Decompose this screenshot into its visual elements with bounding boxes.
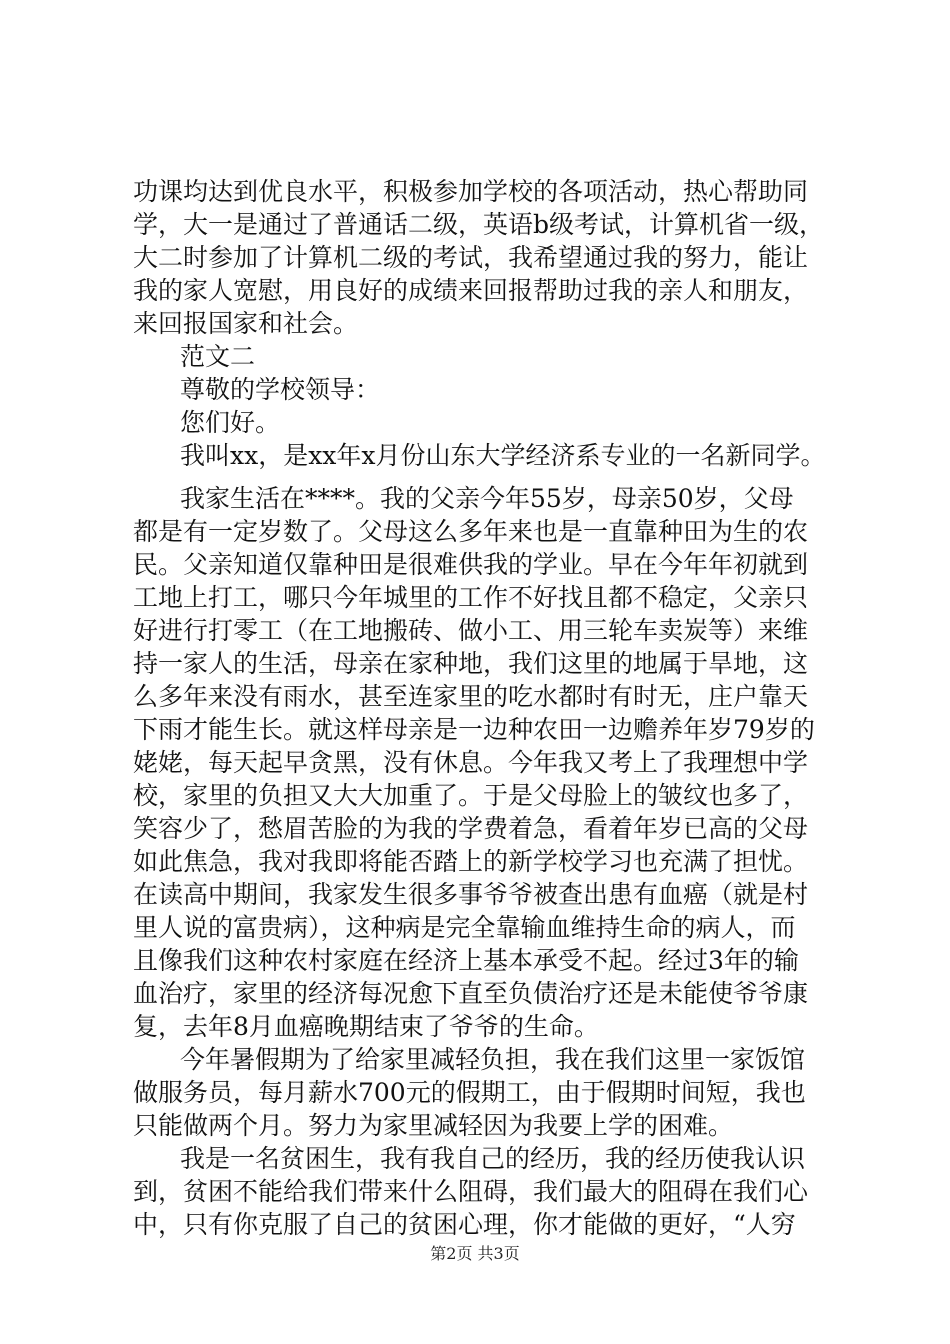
- body-line: 校，家里的负担又大大加重了。于是父母脸上的皱纹也多了，: [133, 781, 809, 810]
- body-line: 今年暑假期为了给家里减轻负担，我在我们这里一家饭馆: [180, 1045, 806, 1074]
- body-line: 且像我们这种农村家庭在经济上基本承受不起。经过3年的输: [133, 946, 799, 975]
- body-line: 么多年来没有雨水，甚至连家里的吃水都时有时无，庄户靠天: [133, 682, 809, 711]
- body-line: 好进行打零工（在工地搬砖、做小工、用三轮车卖炭等）来维: [133, 616, 809, 645]
- section-heading: 范文二: [180, 342, 256, 371]
- body-line: 只能做两个月。努力为家里减轻因为我要上学的困难。: [133, 1111, 734, 1140]
- body-line: 笑容少了，愁眉苦脸的为我的学费着急，看着年岁已高的父母: [133, 814, 809, 843]
- body-line: 我家生活在****。我的父亲今年55岁，母亲50岁，父母: [180, 484, 794, 513]
- body-line: 血治疗，家里的经济每况愈下直至负债治疗还是未能使爷爷康: [133, 979, 809, 1008]
- body-line: 工地上打工，哪只今年城里的工作不好找且都不稳定，父亲只: [133, 583, 809, 612]
- body-line: 我的家人宽慰，用良好的成绩来回报帮助过我的亲人和朋友，: [133, 276, 809, 305]
- body-line: 来回报国家和社会。: [133, 309, 359, 338]
- body-line: 学，大一是通过了普通话二级，英语b级考试，计算机省一级，: [133, 210, 825, 239]
- body-line: 功课均达到优良水平，积极参加学校的各项活动，热心帮助同: [133, 177, 809, 206]
- body-line: 我叫xx，是xx年x月份山东大学经济系专业的一名新同学。: [180, 441, 826, 470]
- body-line: 复，去年8月血癌晚期结束了爷爷的生命。: [133, 1012, 599, 1041]
- body-line: 里人说的富贵病），这种病是完全靠输血维持生命的病人，而: [133, 913, 796, 942]
- body-line: 做服务员，每月薪水700元的假期工，由于假期时间短，我也: [133, 1078, 806, 1107]
- greeting: 您们好。: [180, 408, 281, 437]
- body-line: 姥姥，每天起早贪黑，没有休息。今年我又考上了我理想中学: [133, 748, 809, 777]
- page-number-footer: 第2页 共3页: [430, 1244, 520, 1263]
- salutation: 尊敬的学校领导：: [180, 375, 381, 404]
- body-line: 我是一名贫困生，我有我自己的经历，我的经历使我认识: [180, 1144, 806, 1173]
- body-line: 都是有一定岁数了。父母这么多年来也是一直靠种田为生的农: [133, 517, 809, 546]
- body-line: 下雨才能生长。就这样母亲是一边种农田一边赡养年岁79岁的: [133, 715, 815, 744]
- body-line: 如此焦急，我对我即将能否踏上的新学校学习也充满了担忧。: [133, 847, 809, 876]
- body-line: 持一家人的生活，母亲在家种地，我们这里的地属于旱地，这: [133, 649, 809, 678]
- body-line: 在读高中期间，我家发生很多事爷爷被查出患有血癌（就是村: [133, 880, 809, 909]
- body-line: 大二时参加了计算机二级的考试，我希望通过我的努力，能让: [133, 243, 809, 272]
- body-line: 中，只有你克服了自己的贫困心理，你才能做的更好，“人穷: [133, 1210, 796, 1239]
- body-line: 到，贫困不能给我们带来什么阻碍，我们最大的阻碍在我们心: [133, 1177, 809, 1206]
- body-line: 民。父亲知道仅靠种田是很难供我的学业。早在今年年初就到: [133, 550, 809, 579]
